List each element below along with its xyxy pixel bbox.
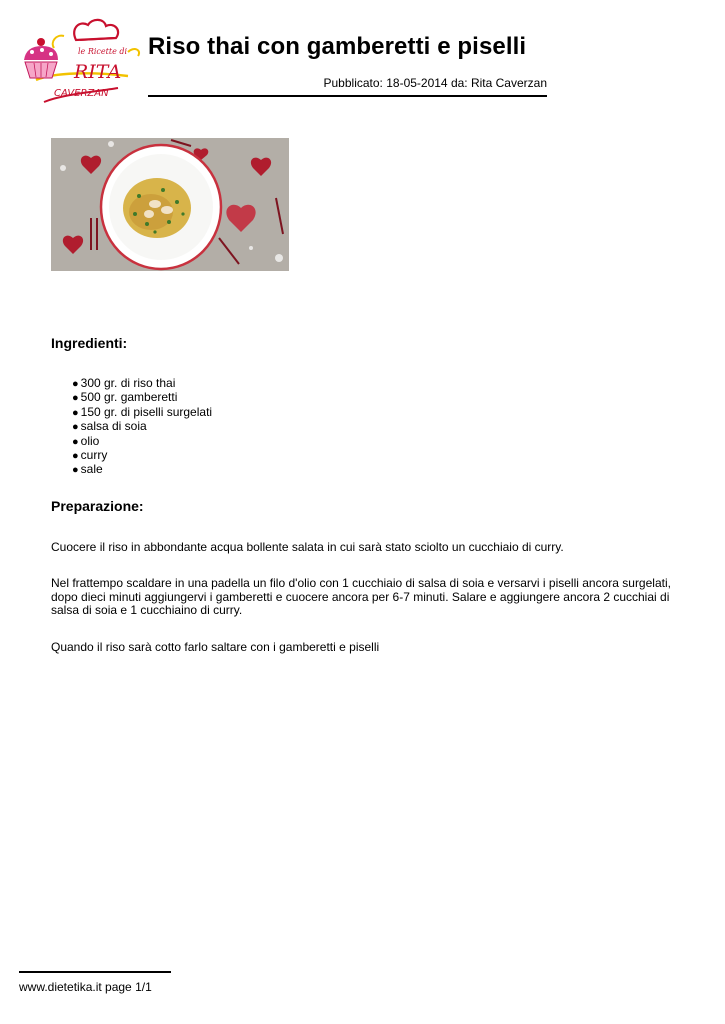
published-label: Pubblicato:	[323, 76, 387, 90]
list-item	[72, 420, 212, 434]
bullet-icon: ●	[72, 378, 79, 390]
ingredient-text: salsa di soia	[80, 419, 147, 434]
preparation-step-3: Quando il riso sarà cotto farlo saltare con i gamberetti e piselli	[51, 640, 380, 654]
list-item	[72, 406, 212, 420]
footer-site-link[interactable]: www.dietetika.it	[19, 980, 102, 994]
page-footer	[19, 980, 152, 994]
ingredient-text: 500 gr. gamberetti	[80, 390, 178, 405]
by-label: da:	[447, 76, 471, 90]
list-item	[72, 391, 212, 405]
logo-surname: CAVERZAN	[54, 88, 109, 99]
publish-date: 18-05-2014	[386, 76, 448, 90]
list-item	[72, 377, 212, 391]
logo-top-text: le Ricette di	[78, 47, 128, 56]
footer-divider	[19, 971, 171, 973]
site-logo[interactable]	[14, 16, 146, 108]
preparation-heading: Preparazione:	[51, 498, 144, 514]
preparation-step-2: Nel frattempo scaldare in una padella un filo d'olio con 1 cucchiaio di salsa di soia e versarvi i piselli ancora surgelati, dopo dieci minuti aggiungervi i gamberetti e cuocere ancora per 6-7 minuti. Salare e aggiungere ancora 2 cucchiai di salsa di soia e 1 cucchiaino di curry.	[51, 576, 671, 617]
recipe-photo	[51, 138, 289, 271]
header-divider	[148, 95, 547, 97]
bullet-icon: ●	[72, 392, 79, 405]
bullet-icon: ●	[72, 421, 79, 434]
footer-page-number: page 1/1	[101, 980, 152, 994]
author-name[interactable]: Rita Caverzan	[470, 76, 547, 90]
ingredient-text: curry	[80, 448, 108, 463]
list-item	[72, 449, 212, 463]
bullet-icon: ●	[72, 450, 79, 463]
preparation-step-1: Cuocere il riso in abbondante acqua bollente salata in cui sarà stato sciolto un cucchiaio di curry.	[51, 540, 564, 554]
ingredient-text: olio	[80, 433, 100, 448]
bullet-icon: ●	[72, 406, 79, 419]
bullet-icon: ●	[72, 435, 79, 448]
bullet-icon: ●	[72, 464, 79, 477]
list-item	[72, 463, 212, 477]
ingredient-text: 150 gr. di piselli surgelati	[80, 404, 213, 419]
recipe-title: Riso thai con gamberetti e piselli	[148, 33, 527, 60]
ingredients-heading: Ingredienti:	[51, 335, 128, 351]
logo-name: RITA	[74, 61, 122, 83]
ingredient-text: sale	[80, 462, 103, 477]
publication-info	[324, 76, 548, 90]
ingredient-text: 300 gr. di riso thai	[80, 376, 176, 390]
ingredients-list	[72, 377, 212, 478]
list-item	[72, 435, 212, 449]
